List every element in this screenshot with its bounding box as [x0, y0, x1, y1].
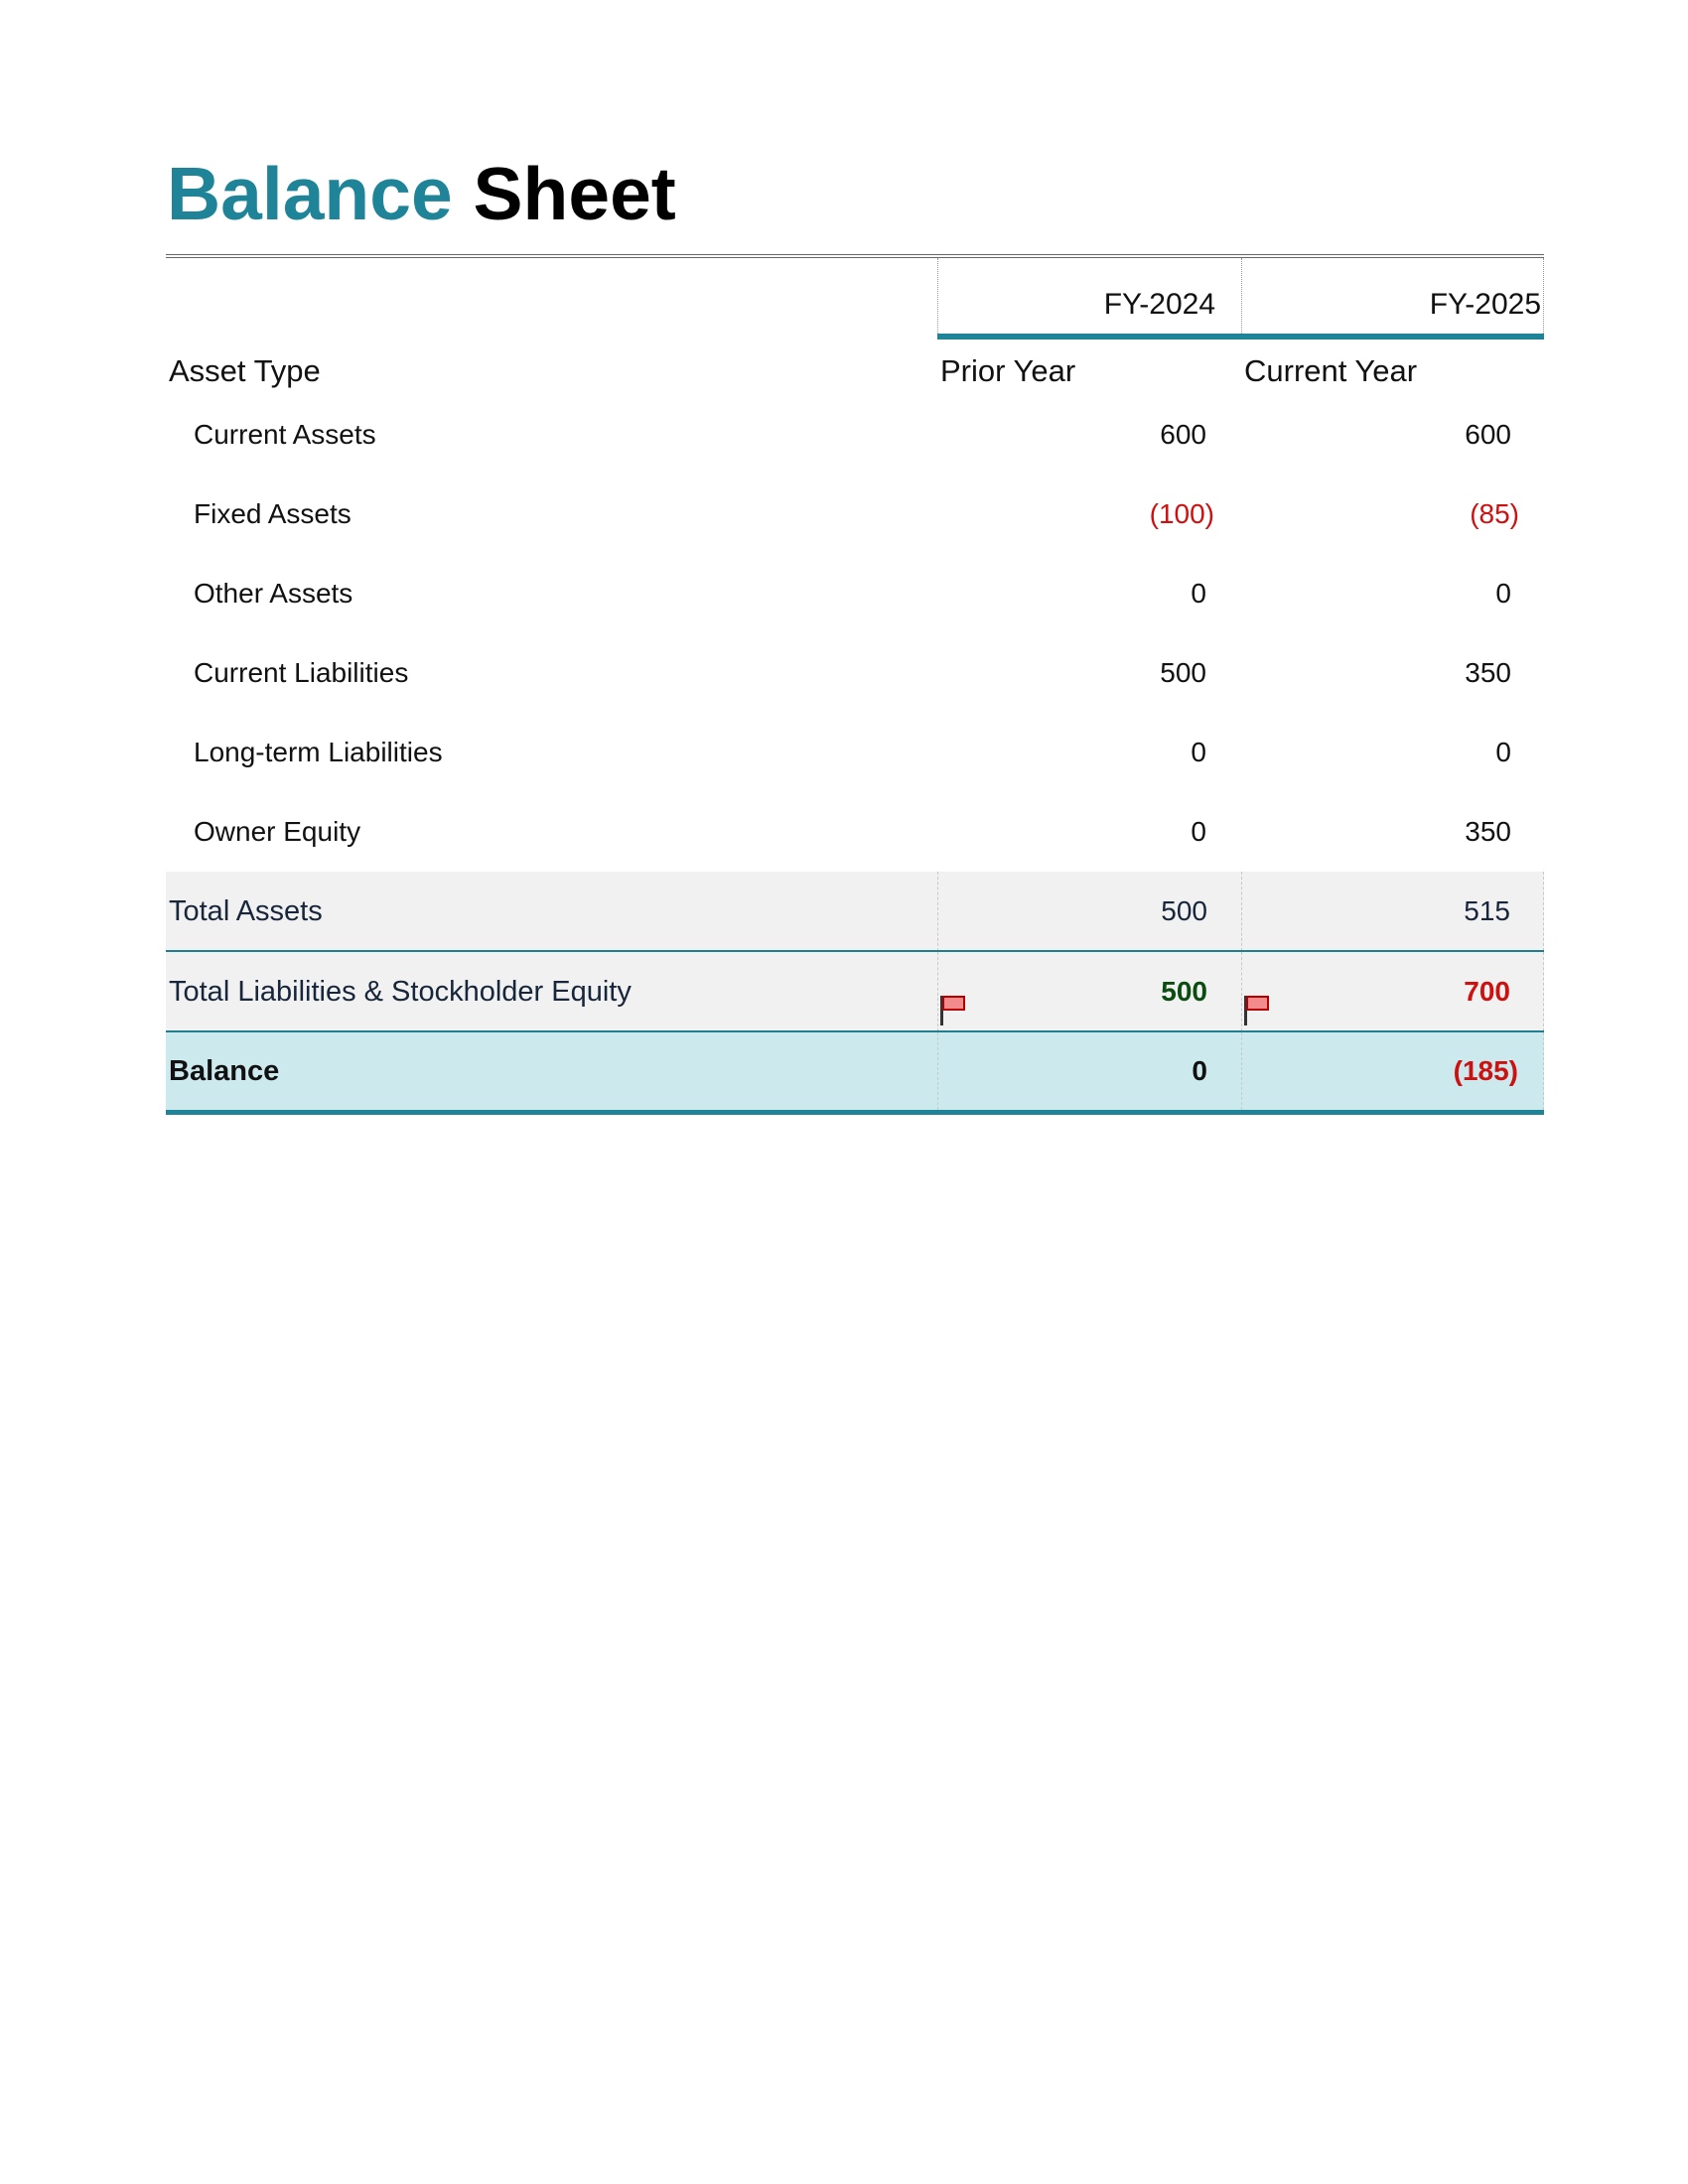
- row-prior-value[interactable]: 0: [1191, 737, 1206, 767]
- row-current-value[interactable]: 0: [1495, 737, 1511, 767]
- row-current-value[interactable]: (85): [1470, 498, 1519, 529]
- title-part-sheet: Sheet: [473, 152, 676, 235]
- total-assets-label: Total Assets: [169, 895, 323, 927]
- red-flag-icon[interactable]: [938, 994, 966, 1025]
- row-prior-value[interactable]: 600: [1160, 419, 1206, 450]
- table-row-long-term-liabilities[interactable]: [166, 713, 1544, 792]
- total-liabilities-equity-current[interactable]: 700: [1241, 952, 1544, 1031]
- fiscal-year-underline: [937, 334, 1544, 340]
- prior-year-header[interactable]: Prior Year: [940, 353, 1076, 388]
- table-row-current-assets[interactable]: [166, 395, 1544, 475]
- balance-bottom-rule: [166, 1110, 1544, 1115]
- total-assets-prior[interactable]: 500: [937, 872, 1240, 951]
- current-year-header[interactable]: Current Year: [1244, 353, 1418, 388]
- row-prior-value[interactable]: 0: [1191, 816, 1206, 847]
- red-flag-icon[interactable]: [1242, 994, 1270, 1025]
- total-assets-current[interactable]: 515: [1241, 872, 1544, 951]
- row-label: Fixed Assets: [194, 498, 352, 529]
- asset-type-header[interactable]: Asset Type: [169, 353, 321, 388]
- row-label: Current Liabilities: [194, 657, 409, 688]
- total-liabilities-equity-row[interactable]: [166, 952, 1544, 1031]
- total-liabilities-equity-label: Total Liabilities & Stockholder Equity: [169, 976, 632, 1008]
- row-prior-value[interactable]: 0: [1191, 578, 1206, 609]
- balance-row[interactable]: [166, 1032, 1544, 1110]
- total-liabilities-equity-prior[interactable]: 500: [937, 952, 1240, 1031]
- page-title: [167, 152, 676, 235]
- row-label: Other Assets: [194, 578, 353, 609]
- title-part-balance: Balance: [167, 152, 453, 235]
- table-row-other-assets[interactable]: [166, 554, 1544, 633]
- total-assets-row[interactable]: [166, 872, 1544, 951]
- row-label: Owner Equity: [194, 816, 361, 847]
- balance-label: Balance: [169, 1055, 280, 1087]
- row-current-value[interactable]: 350: [1465, 657, 1511, 688]
- table-row-owner-equity[interactable]: [166, 792, 1544, 872]
- balance-prior[interactable]: 0: [937, 1032, 1240, 1110]
- table-row-current-liabilities[interactable]: [166, 633, 1544, 713]
- fiscal-year-header-row: [166, 258, 1544, 341]
- row-label: Long-term Liabilities: [194, 737, 443, 767]
- row-current-value[interactable]: 350: [1465, 816, 1511, 847]
- table-row-fixed-assets[interactable]: [166, 475, 1544, 554]
- row-label: Current Assets: [194, 419, 376, 450]
- row-current-value[interactable]: 600: [1465, 419, 1511, 450]
- row-prior-value[interactable]: (100): [1149, 498, 1214, 529]
- row-prior-value[interactable]: 500: [1160, 657, 1206, 688]
- row-current-value[interactable]: 0: [1495, 578, 1511, 609]
- fy-current-header[interactable]: FY-2025: [1241, 258, 1544, 338]
- fy-prior-header[interactable]: FY-2024: [937, 258, 1239, 338]
- balance-current[interactable]: (185): [1241, 1032, 1544, 1110]
